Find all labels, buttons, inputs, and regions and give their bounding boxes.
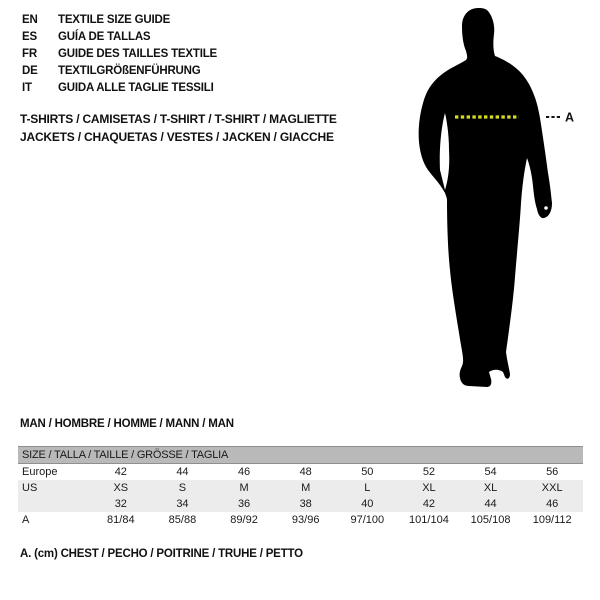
size-cell: L [364,482,371,494]
size-cell: 34 [176,498,189,510]
size-table-container [18,446,583,528]
language-code: IT [22,82,32,94]
language-row [22,46,382,63]
language-title: GUIDA ALLE TAGLIE TESSILI [58,82,214,94]
language-title-list [22,12,382,97]
size-cell: 44 [484,498,497,510]
size-cell: 44 [176,466,189,478]
size-cell: 81/84 [107,514,135,526]
table-row-numeric [18,496,583,512]
size-cell: 109/112 [532,514,572,526]
size-cell: 32 [114,498,127,510]
size-cell: S [178,482,187,494]
language-title: TEXTILGRÖßENFÜHRUNG [58,65,201,77]
size-cell: 52 [422,466,436,478]
language-code: FR [22,48,37,60]
row-label: Europe [22,466,58,478]
size-cell: 105/108 [470,514,511,526]
size-cell: 93/96 [291,514,320,526]
size-table-header: SIZE / TALLA / TAILLE / GRÖSSE / TAGLIA [18,447,583,464]
language-code: ES [22,31,37,43]
size-cell: 56 [546,466,559,478]
size-cell: 40 [361,498,374,510]
table-row-europe [18,464,583,481]
size-cell: XXL [541,482,563,494]
size-cell: 38 [299,498,312,510]
language-row [22,63,382,80]
size-cell: XL [422,482,436,494]
size-cell: 46 [237,466,251,478]
size-cell: 48 [299,466,312,478]
size-cell: 42 [114,466,127,478]
size-table-header-row [18,447,583,464]
size-cell: 42 [422,498,436,510]
garment-categories [20,110,420,146]
size-cell: XS [113,482,129,494]
thumb-gap [544,206,548,210]
language-title: GUÍA DE TALLAS [58,31,151,43]
language-title: GUIDE DES TAILLES TEXTILE [58,48,217,60]
table-row-us [18,480,583,496]
category-tshirts: T-SHIRTS / CAMISETAS / T-SHIRT / T-SHIRT / MAGLIETTE [20,112,337,126]
size-cell: M [301,482,311,494]
size-cell: 46 [546,498,559,510]
category-jackets: JACKETS / CHAQUETAS / VESTES / JACKEN / GIACCHE [20,130,334,144]
language-code: EN [22,14,38,26]
language-row [22,12,382,29]
size-cell: 50 [361,466,374,478]
size-cell: 54 [484,466,497,478]
size-cell: 85/88 [168,514,197,526]
language-row [22,29,382,46]
language-code: DE [22,65,38,77]
row-label: A [22,514,30,526]
table-row-chest-cm [18,512,583,528]
man-silhouette-graphic [400,0,600,398]
language-title: TEXTILE SIZE GUIDE [58,14,171,26]
man-figure [400,0,600,398]
row-label: US [22,482,38,494]
section-title-man: MAN / HOMBRE / HOMME / MANN / MAN [20,418,234,430]
size-cell: M [239,482,249,494]
size-table [18,446,583,528]
size-cell: XL [483,482,498,494]
row-label [18,496,90,512]
measure-label-a: A [565,110,575,125]
size-cell: 36 [237,498,251,510]
man-silhouette [419,8,552,387]
language-row [22,80,382,97]
measurement-footnote: A. (cm) CHEST / PECHO / POITRINE / TRUHE / PETTO [20,548,303,560]
size-cell: 101/104 [409,514,449,526]
size-cell: 89/92 [230,514,258,526]
size-cell: 97/100 [350,514,385,526]
